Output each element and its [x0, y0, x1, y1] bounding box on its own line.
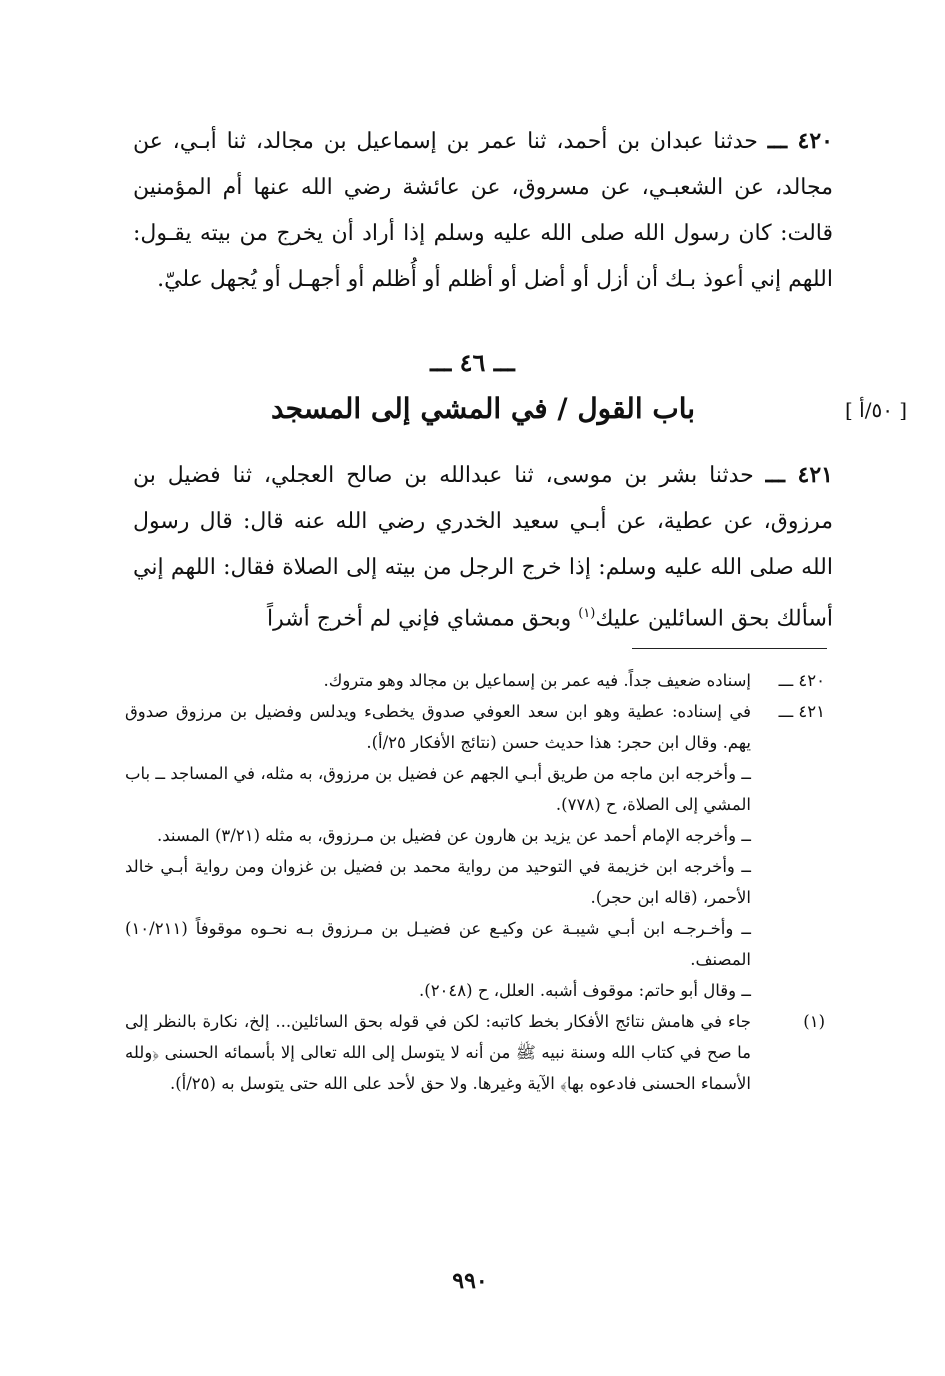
- footnote-line: ــ وأخرجه ابن خزيمة في التوحيد من رواية محمد بن فضيل بن غزوان ومن رواية أبـي خالد الأحمر، (قاله ابن حجر).: [125, 857, 751, 907]
- footnote-label: ٤٢٠ ـــ: [778, 671, 825, 690]
- footnote-line: إسناده ضعيف جداً. فيه عمر بن إسماعيل بن مجالد وهو متروك.: [323, 671, 751, 690]
- hadith-421-paragraph: [133, 452, 833, 642]
- footnote-marker: (١): [578, 606, 596, 621]
- page-number: ٩٩٠: [452, 1268, 488, 1294]
- hadith-text: حدثنا عبدان بن أحمد، ثنا عمر بن إسماعيل بن مجالد، ثنا أبـي، عن مجالد، عن الشعبـي، عن مسروق، عن عائشة رضي الله عنها أم المؤمنين قالت: كان رسول الله صلى الله عليه وسلم إذا أراد أن يخرج من بيته يقـول: اللهم إني أعوذ بـك أن أزل أو أضل أو أظلم أو أُظلم أو أجهـل أو يُجهل عليّ.: [133, 129, 833, 292]
- footnote-line: جاء في هامش نتائج الأفكار بخط كاتبه: لكن في قوله بحق السائلين... إلخ، نكارة بالنظر إلى ما صح في كتاب الله وسنة نبيه ﷺ من أنه لا يتوسل إلى الله تعالى إلا بأسمائه الحسنى ﴿ولله الأسماء الحسنى فادعوه بها﴾ الآية وغيرها. ولا حق لأحد على الله حتى يتوسل به (٢٥/أ).: [125, 1012, 751, 1093]
- footnote-line: ــ وقال أبو حاتم: موقوف أشبه. العلل، ح (٢٠٤٨).: [419, 981, 751, 1000]
- footnote-label: (١): [803, 1012, 825, 1031]
- footnote-body: [125, 1006, 751, 1099]
- footnote-421: [125, 696, 825, 1006]
- section-title: باب القول / في المشي إلى المسجد: [270, 392, 696, 425]
- hadith-number: ٤٢٠ ـــ: [767, 128, 833, 154]
- footnote-line: في إسناده: عطية وهو ابن سعد العوفي صدوق يخطىء ويدلس وفضيل بن مرزوق صدوق يهم. وقال ابن حجر: هذا حديث حسن (نتائج الأفكار ٢٥/أ).: [125, 702, 751, 752]
- footnote-line: ــ وأخرجه الإمام أحمد عن يزيد بن هارون عن فضيل بن مـرزوق، به مثله (٣/٢١) المسند.: [156, 826, 751, 845]
- footnotes: [125, 665, 825, 1099]
- footnote-body: [125, 665, 751, 696]
- footnote-420: [125, 665, 825, 696]
- hadith-text: حدثنا بشر بن موسى، ثنا عبدالله بن صالح العجلي، ثنا فضيل بن مرزوق، عن عطية، عن أبـي سعيد الخدري رضي الله عنه قال: قال رسول الله صلى الله عليه وسلم: إذا خرج الرجل من بيته إلى الصلاة فقال: اللهم إني أسألك بحق السائلين عليك: [133, 463, 833, 632]
- margin-reference: [ ٥٠/أ ]: [845, 398, 908, 422]
- hadith-number: ٤٢١ ـــ: [765, 462, 833, 488]
- footnote-label: ٤٢١ ـــ: [778, 702, 825, 721]
- footnote-line: ــ وأخـرجـه ابن أبـي شيبـة عن وكيـع عن فضيـل بن مـرزوق بـه نحـوه موقوفاً (١٠/٢١١) المصنف.: [125, 919, 751, 969]
- section-number: ـــ ٤٦ ـــ: [430, 348, 515, 377]
- footnote-line: ــ وأخرجه ابن ماجه من طريق أبـي الجهم عن فضيل بن مرزوق، به مثله، في المساجد ــ باب المشي إلى الصلاة، ح (٧٧٨).: [125, 764, 751, 814]
- footnote-1: [125, 1006, 825, 1099]
- footnote-separator: [632, 648, 827, 649]
- footnote-body: [125, 696, 751, 1006]
- hadith-text-continued: وبحق ممشاي فإني لم أخرج أشراً: [267, 606, 579, 632]
- hadith-420-paragraph: [133, 118, 833, 303]
